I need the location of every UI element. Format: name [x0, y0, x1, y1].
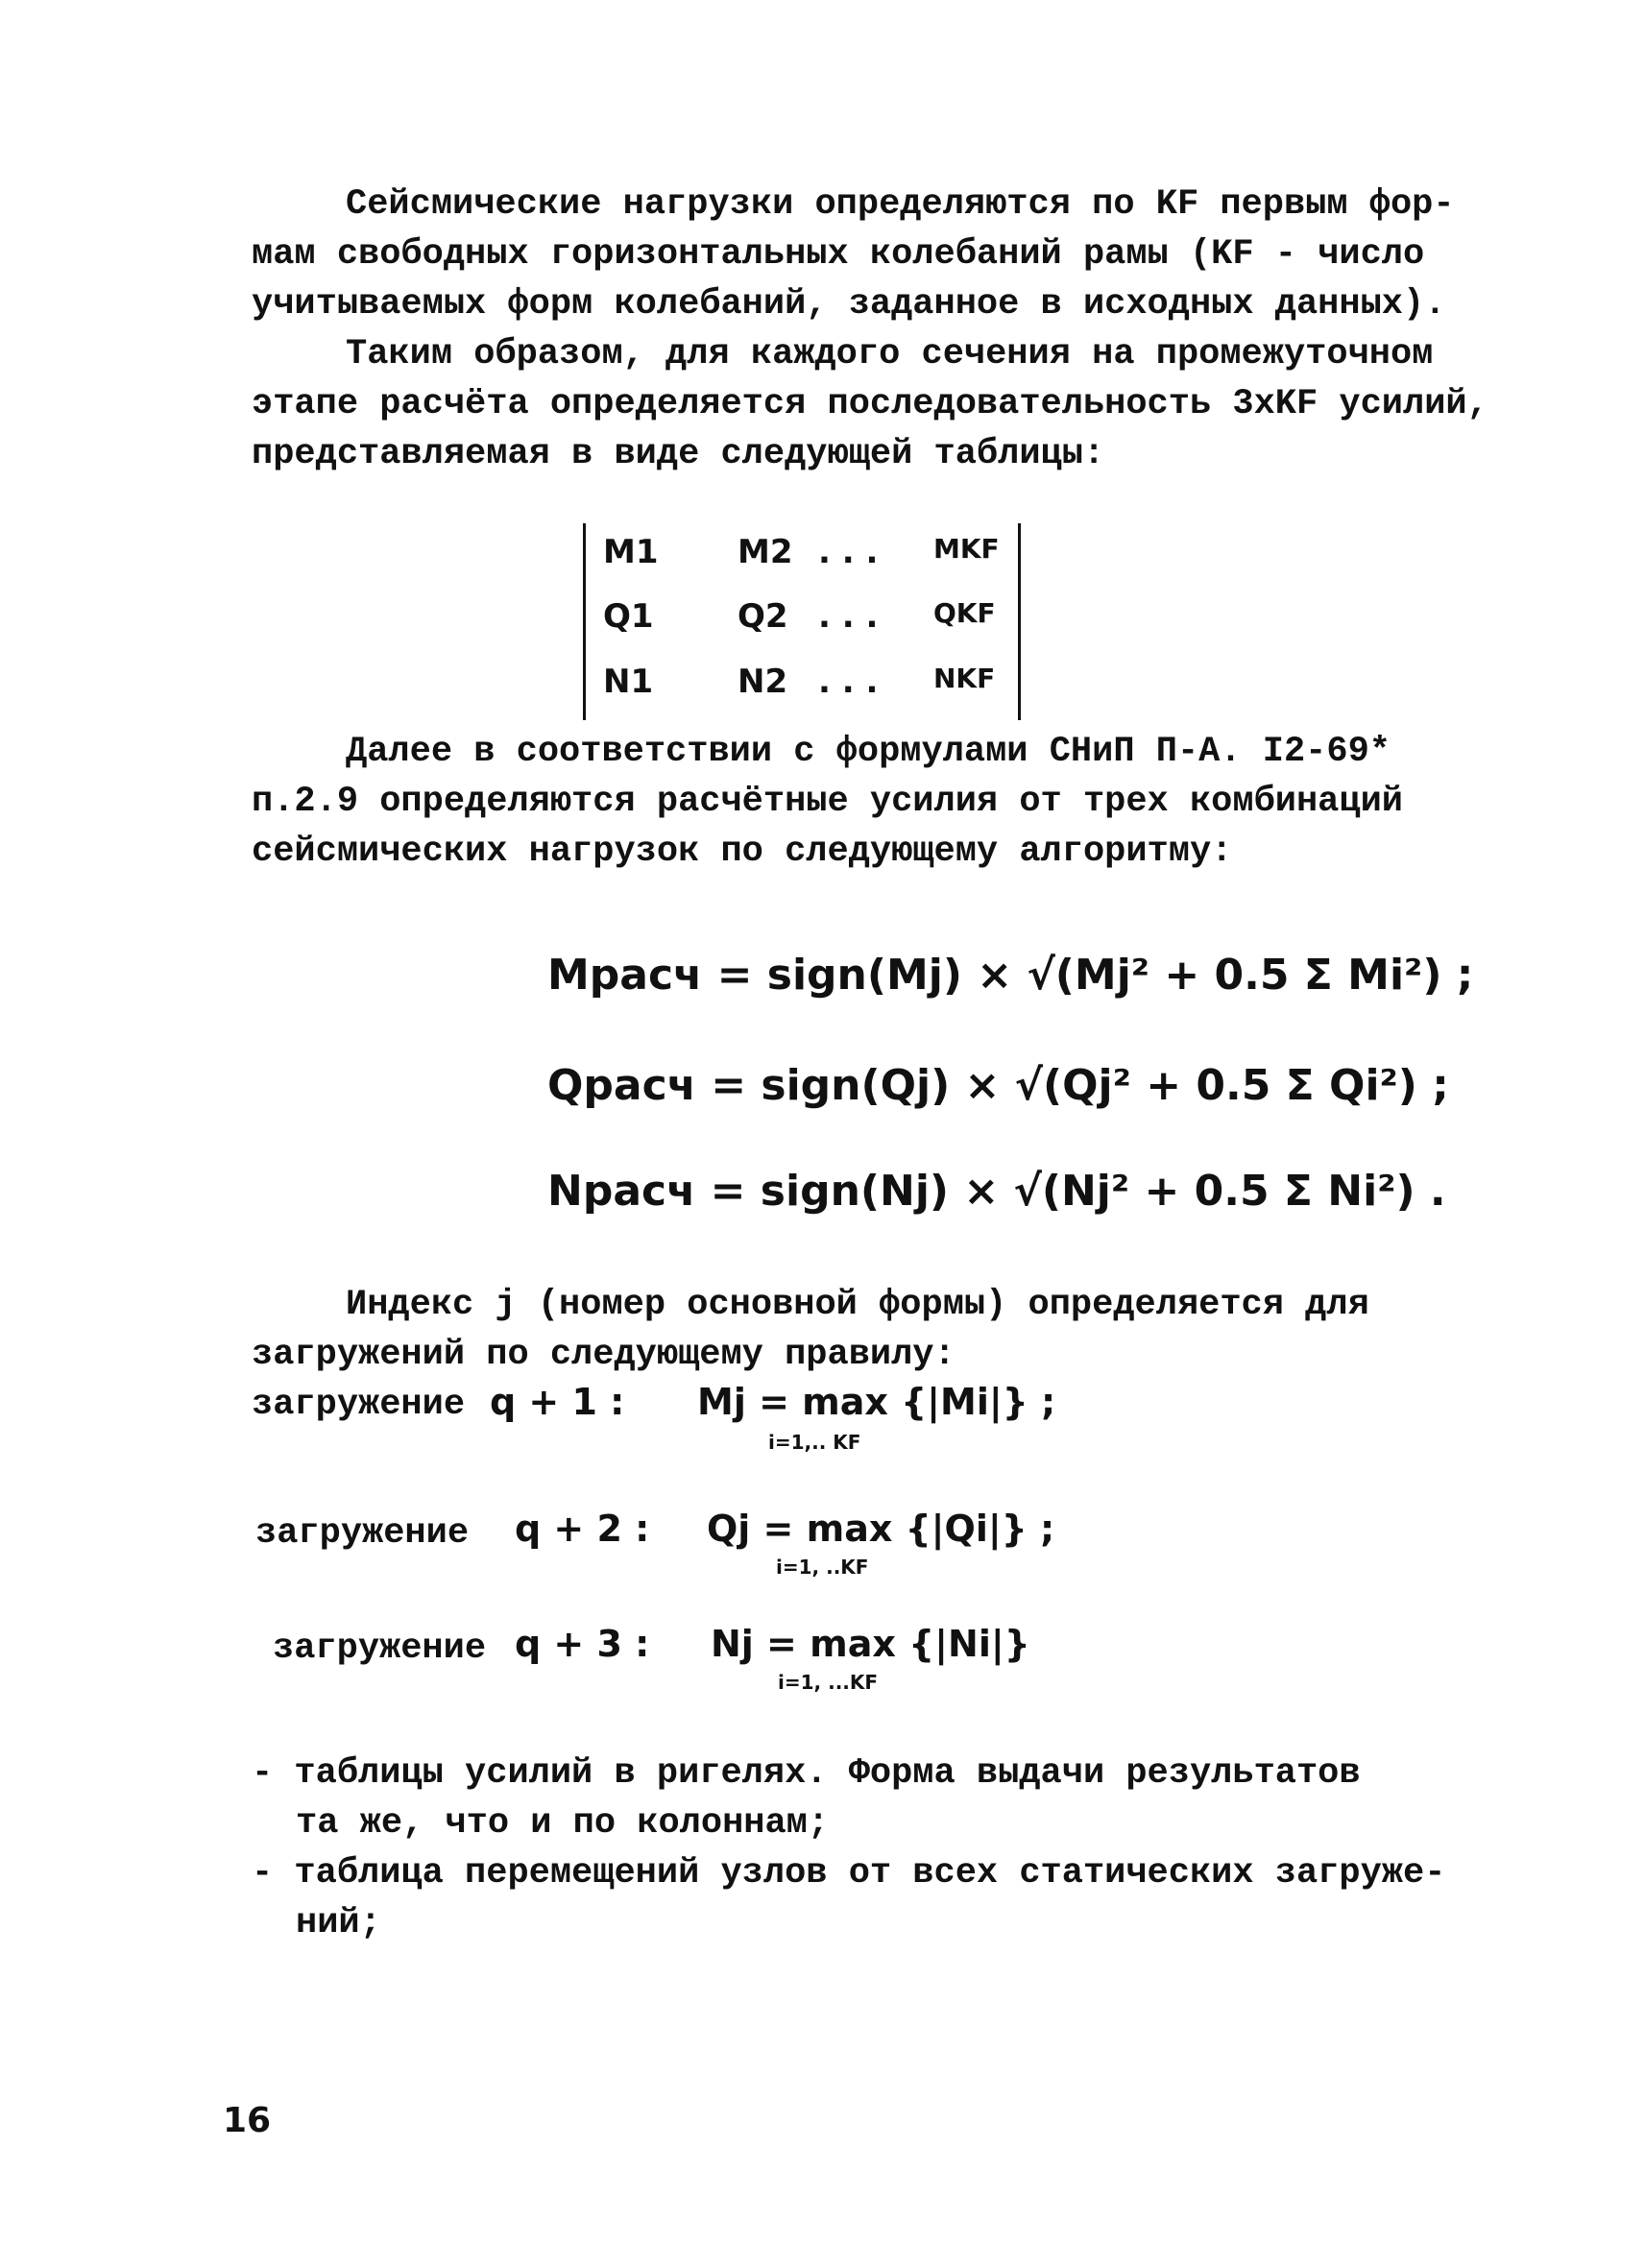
loading-rule: Mj = max {|Mi|} ;: [697, 1381, 1056, 1423]
matrix-cell: NKF: [933, 663, 996, 694]
para1-line1: Сейсмические нагрузки определяются по KF первым фор-: [346, 184, 1455, 225]
page-number: 16: [223, 2101, 272, 2140]
matrix-cell: . . .: [818, 597, 879, 636]
bullet1-line1: - таблицы усилий в ригелях. Форма выдачи результатов: [252, 1753, 1361, 1794]
loading-case: q + 3 :: [515, 1623, 650, 1665]
matrix-cell: N2: [738, 663, 788, 701]
matrix-right-bar: [1018, 523, 1021, 720]
formula-m: Mрасч = sign(Mj) × √(Mj² + 0.5 Σ Mi²) ;: [547, 951, 1474, 1000]
formula-q: Qрасч = sign(Qj) × √(Qj² + 0.5 Σ Qi²) ;: [547, 1061, 1449, 1110]
loading-limit: i=1, ..KF: [776, 1556, 869, 1579]
matrix-cell: M1: [603, 533, 659, 571]
loading-label: загружение: [252, 1385, 466, 1425]
para2-line1: Таким образом, для каждого сечения на промежуточном: [346, 334, 1434, 374]
para3-line2: п.2.9 определяются расчётные усилия от трех комбинаций: [252, 782, 1403, 822]
loading-limit: i=1,.. KF: [768, 1431, 861, 1454]
loading-rule: Qj = max {|Qi|} ;: [707, 1508, 1055, 1550]
para3-line1: Далее в соответствии с формулами СНиП П-А. I2-69*: [346, 732, 1391, 772]
matrix-cell: Q1: [603, 597, 654, 636]
matrix-cell: Q2: [738, 597, 788, 636]
matrix-cell: QKF: [933, 597, 996, 629]
bullet2-line2: ний;: [296, 1903, 381, 1943]
formula-n: Nрасч = sign(Nj) × √(Nj² + 0.5 Σ Ni²) .: [547, 1167, 1446, 1216]
matrix-cell: . . .: [818, 533, 879, 571]
matrix-cell: MKF: [933, 533, 1000, 565]
bullet1-line2: та же, что и по колоннам;: [296, 1803, 830, 1844]
para4-line2: загружений по следующему правилу:: [252, 1335, 956, 1375]
para2-line2: этапе расчёта определяется последовательность 3xKF усилий,: [252, 384, 1488, 424]
loading-label: загружение: [255, 1513, 470, 1554]
matrix-cell: . . .: [818, 663, 879, 701]
loading-case: q + 1 :: [490, 1381, 625, 1423]
loading-rule: Nj = max {|Ni|}: [711, 1623, 1030, 1665]
matrix-cell: M2: [738, 533, 793, 571]
loading-limit: i=1, ...KF: [778, 1671, 879, 1694]
loading-case: q + 2 :: [515, 1508, 650, 1550]
bullet2-line1: - таблица перемещений узлов от всех статических загруже-: [252, 1853, 1446, 1894]
matrix-left-bar: [583, 523, 586, 720]
para3-line3: сейсмических нагрузок по следующему алгоритму:: [252, 832, 1233, 872]
para4-line1: Индекс j (номер основной формы) определяется для: [346, 1285, 1369, 1325]
matrix-cell: N1: [603, 663, 654, 701]
loading-label: загружение: [273, 1629, 487, 1669]
para2-line3: представляемая в виде следующей таблицы:: [252, 434, 1105, 474]
para1-line2: мам свободных горизонтальных колебаний рамы (KF - число: [252, 234, 1425, 275]
para1-line3: учитываемых форм колебаний, заданное в исходных данных).: [252, 284, 1446, 325]
